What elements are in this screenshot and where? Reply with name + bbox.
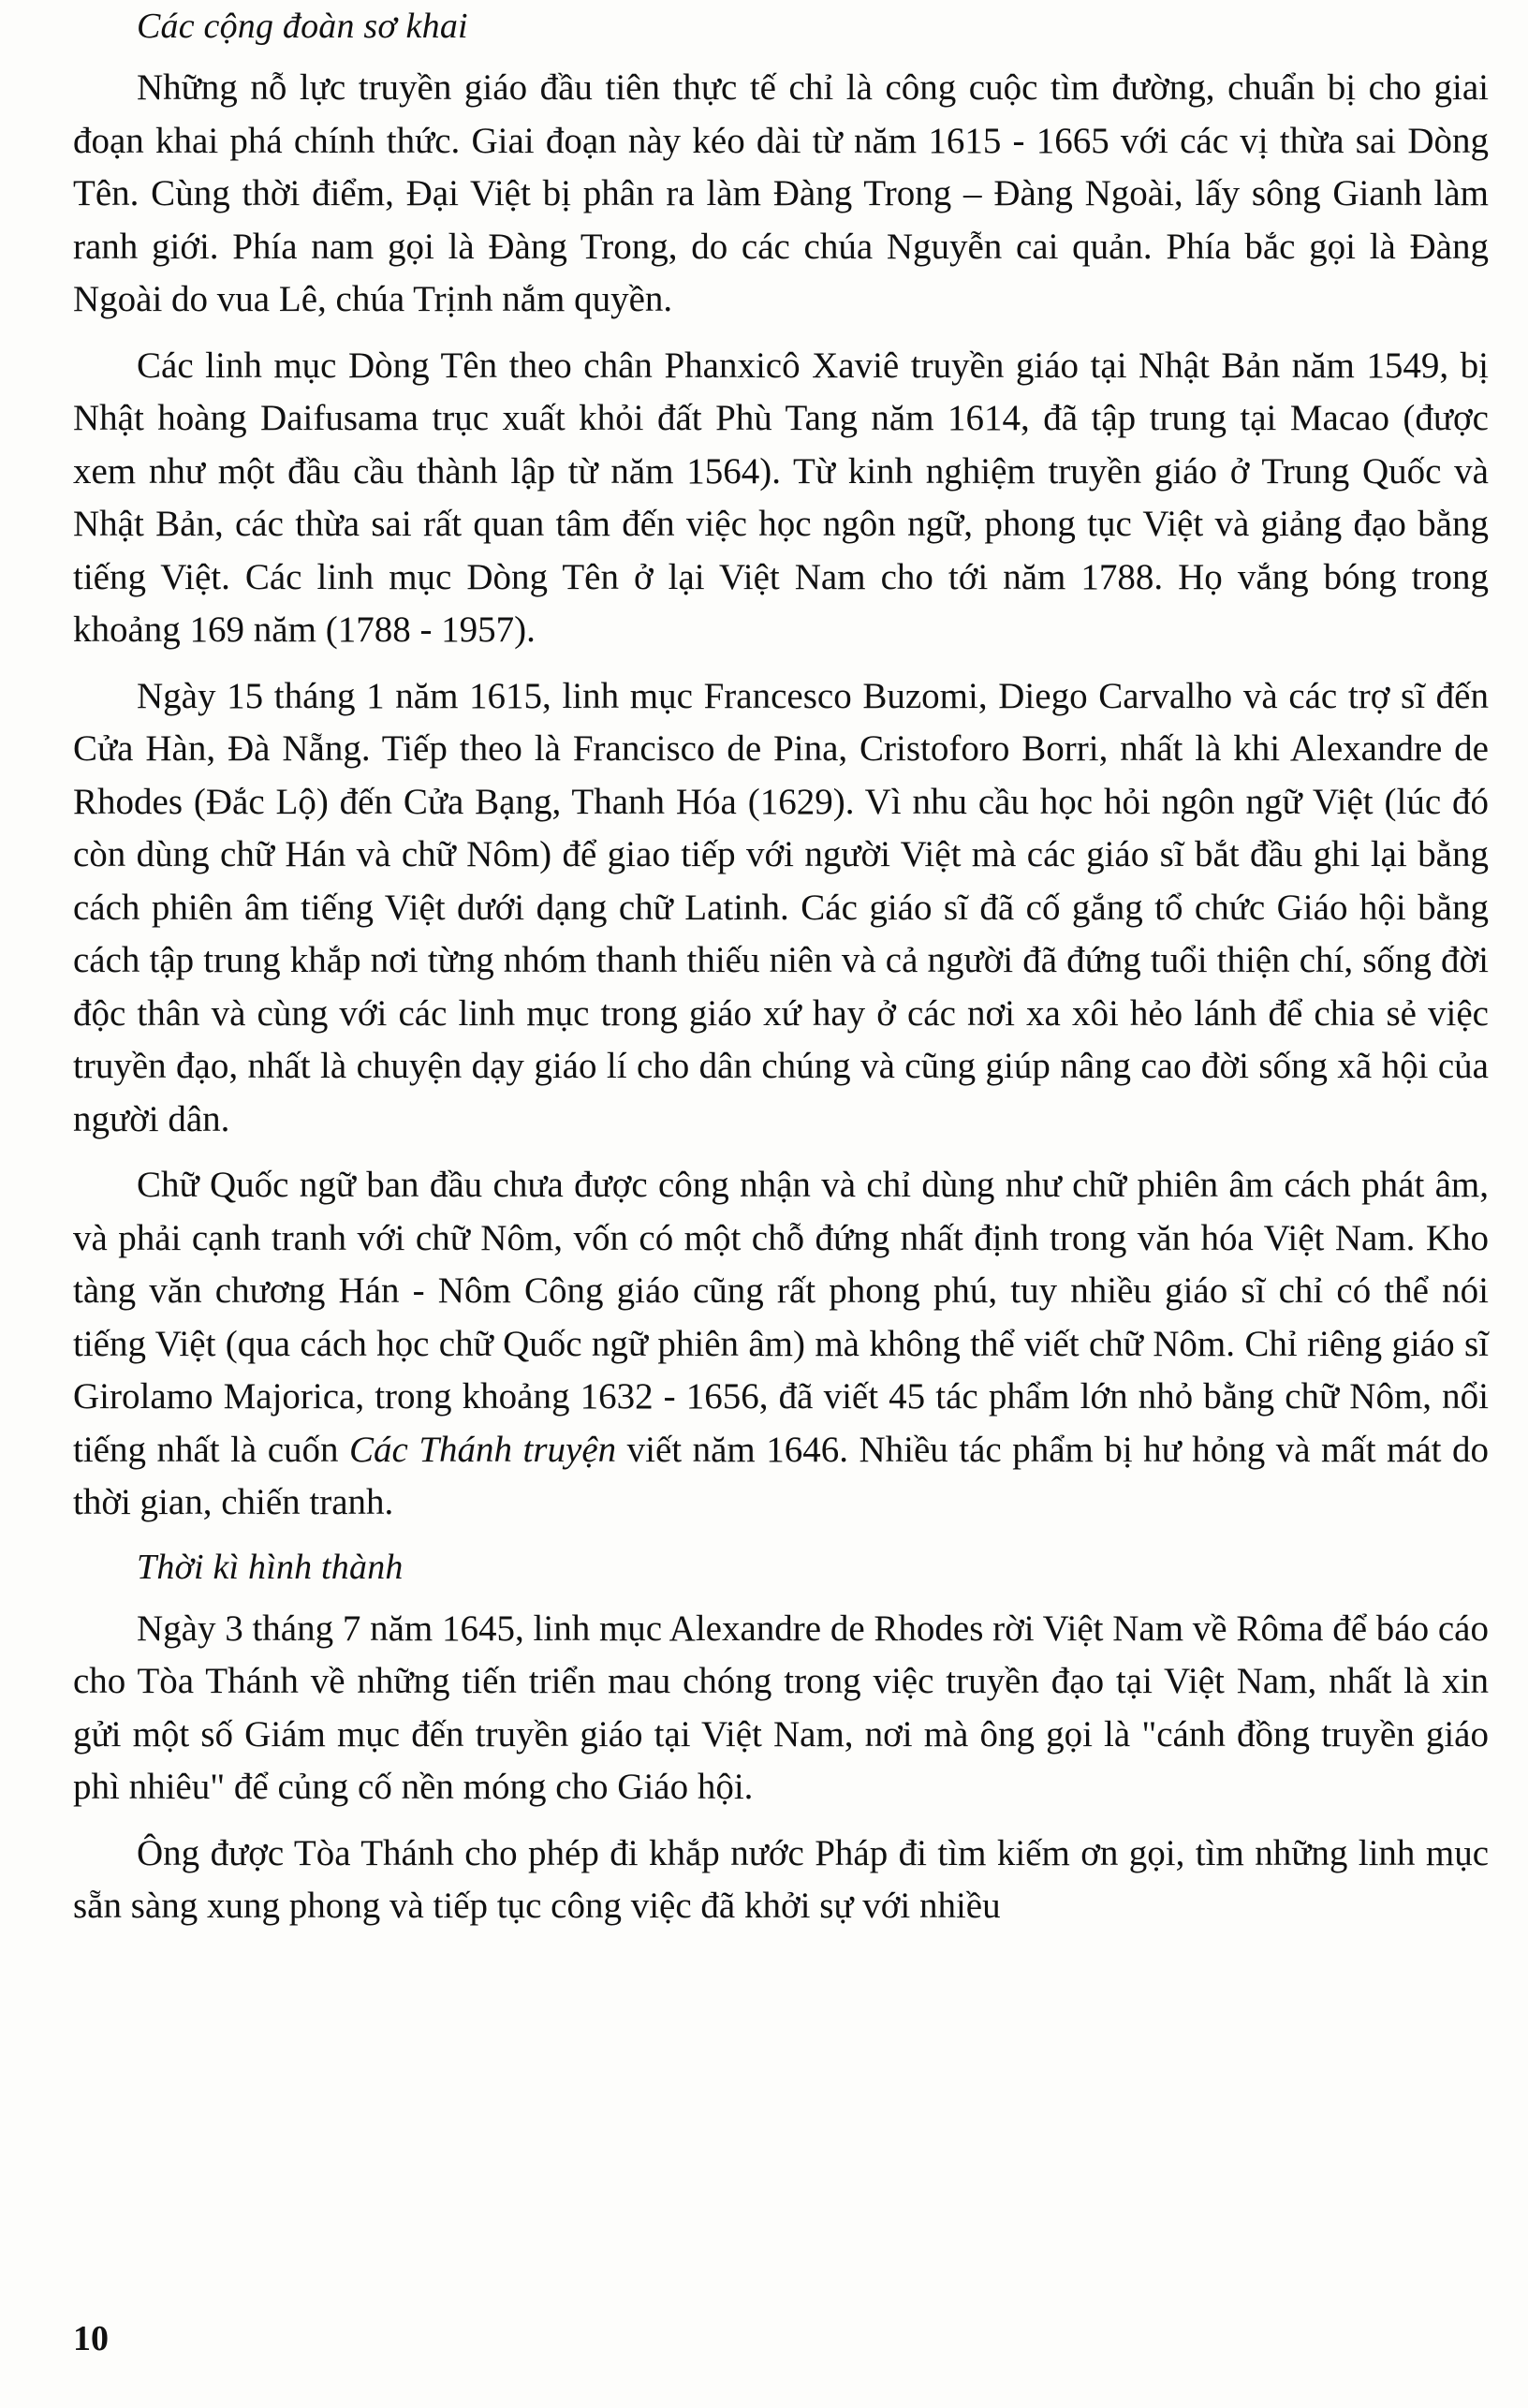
paragraph-3: Ngày 15 tháng 1 năm 1615, linh mục Francesco Buzomi, Diego Carvalho và các trợ sĩ đến Cửa Hàn, Đà Nẵng. Tiếp theo là Francisco de Pina, Cristoforo Borri, nhất là khi Alexandre de Rhodes (Đắc Lộ) đến Cửa Bạng, Thanh Hóa (1629). Vì nhu cầu học hỏi ngôn ngữ Việt (lúc đó còn dùng chữ Hán và chữ Nôm) để giao tiếp với người Việt mà các giáo sĩ bắt đầu ghi lại bằng cách phiên âm tiếng Việt dưới dạng chữ Latinh. Các giáo sĩ đã cố gắng tổ chức Giáo hội bằng cách tập trung khắp nơi từng nhóm thanh thiếu niên và cả người đã đứng tuổi thiện chí, sống đời độc thân và cùng với các linh mục trong giáo xứ hay ở các nơi xa xôi hẻo lánh để chia sẻ việc truyền đạo, nhất là chuyện dạy giáo lí cho dân chúng và cũng giúp nâng cao đời sống xã hội của người dân. <box>73 675 1489 1139</box>
page-body <box>73 2 1489 1946</box>
section-heading-early-communities: Các cộng đoàn sơ khai <box>137 7 468 46</box>
paragraph-5: Ngày 3 tháng 7 năm 1645, linh mục Alexandre de Rhodes rời Việt Nam về Rôma để báo cáo cho Tòa Thánh về những tiến triển mau chóng trong việc truyền đạo tại Việt Nam, nhất là xin gửi một số Giám mục đến truyền giáo tại Việt Nam, nơi mà ông gọi là "cánh đồng truyền giáo phì nhiêu" để củng cố nền móng cho Giáo hội. <box>73 1608 1489 1807</box>
page-number: 10 <box>73 2319 109 2358</box>
paragraph-2: Các linh mục Dòng Tên theo chân Phanxicô Xaviê truyền giáo tại Nhật Bản năm 1549, bị Nhật hoàng Daifusama trục xuất khỏi đất Phù Tang năm 1614, đã tập trung tại Macao (được xem như một đầu cầu thành lập từ năm 1564). Từ kinh nghiệm truyền giáo ở Trung Quốc và Nhật Bản, các thừa sai rất quan tâm đến việc học ngôn ngữ, phong tục Việt và giảng đạo bằng tiếng Việt. Các linh mục Dòng Tên ở lại Việt Nam cho tới năm 1788. Họ vắng bóng trong khoảng 169 năm (1788 - 1957). <box>73 345 1489 650</box>
paragraph-4-text-before: Chữ Quốc ngữ ban đầu chưa được công nhận và chỉ dùng như chữ phiên âm cách phát âm, và phải cạnh tranh với chữ Nôm, vốn có một chỗ đứng nhất định trong văn hóa Việt Nam. Kho tàng văn chương Hán - Nôm Công giáo cũng rất phong phú, tuy nhiều giáo sĩ chỉ có thể nói tiếng Việt (qua cách học chữ Quốc ngữ phiên âm) mà không thể viết chữ Nôm. Chỉ riêng giáo sĩ Girolamo Majorica, trong khoảng 1632 - 1656, đã viết 45 tác phẩm lớn nhỏ bằng chữ Nôm, nổi tiếng nhất là cuốn <box>73 1165 1489 1470</box>
section-heading-formation-period: Thời kì hình thành <box>137 1547 404 1587</box>
book-title-cac-thanh-truyen: Các Thánh truyện <box>349 1429 617 1470</box>
paragraph-1: Những nỗ lực truyền giáo đầu tiên thực tế chỉ là công cuộc tìm đường, chuẩn bị cho giai đoạn khai phá chính thức. Giai đoạn này kéo dài từ năm 1615 - 1665 với các vị thừa sai Dòng Tên. Cùng thời điểm, Đại Việt bị phân ra làm Đàng Trong – Đàng Ngoài, lấy sông Gianh làm ranh giới. Phía nam gọi là Đàng Trong, do các chúa Nguyễn cai quản. Phía bắc gọi là Đàng Ngoài do vua Lê, chúa Trịnh nắm quyền. <box>73 67 1489 319</box>
paragraph-4-text-after: viết năm 1646. Nhiều tác phẩm bị hư hỏng và mất mát do thời gian, chiến tranh. <box>73 1429 1489 1522</box>
paragraph-4 <box>73 1159 1489 1530</box>
paragraph-6: Ông được Tòa Thánh cho phép đi khắp nước Pháp đi tìm kiếm ơn gọi, tìm những linh mục sẵn sàng xung phong và tiếp tục công việc đã khởi sự với nhiều <box>73 1832 1489 1926</box>
